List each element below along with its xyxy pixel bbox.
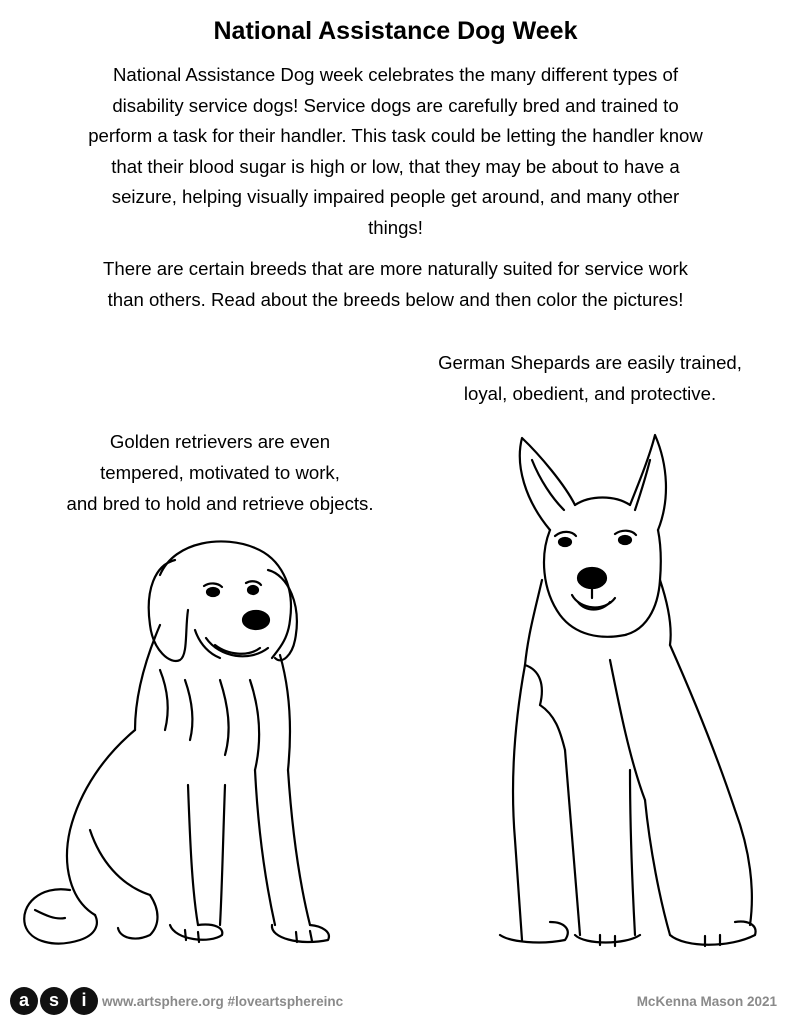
intro-line: National Assistance Dog week celebrates the many different types of <box>112 64 678 85</box>
german-shepherd-drawing <box>480 430 770 955</box>
intro-line: perform a task for their handler. This task could be letting the handler know <box>88 125 703 146</box>
caption-line: German Shepards are easily trained, <box>438 352 742 373</box>
intro-paragraph <box>10 60 781 243</box>
intro-line: things! <box>368 216 423 238</box>
footer-links[interactable]: www.artsphere.org #loveartsphereinc <box>102 994 344 1009</box>
german-shepherd-caption <box>395 347 785 409</box>
logo-letter: i <box>70 987 98 1015</box>
breeds-line: than others. Read about the breeds below and then color the pictures! <box>107 288 684 310</box>
breeds-line: There are certain breeds that are more naturally suited for service work <box>103 258 688 279</box>
intro-line: that their blood sugar is high or low, that they may be about to have a <box>111 155 680 177</box>
page-title: National Assistance Dog Week <box>213 17 578 45</box>
asi-logo <box>10 987 98 1017</box>
golden-retriever-drawing <box>10 530 340 960</box>
caption-line: loyal, obedient, and protective. <box>463 383 717 404</box>
logo-letter: s <box>40 987 68 1015</box>
caption-line: tempered, motivated to work, <box>100 462 340 483</box>
intro-line: seizure, helping visually impaired people get around, and many other <box>111 186 680 207</box>
caption-line: Golden retrievers are even <box>109 431 331 452</box>
footer-credit: McKenna Mason 2021 <box>636 994 777 1009</box>
caption-line: and bred to hold and retrieve objects. <box>66 493 374 514</box>
breeds-paragraph <box>10 254 781 315</box>
logo-letter: a <box>10 987 38 1015</box>
golden-retriever-caption <box>20 426 420 519</box>
intro-line: disability service dogs! Service dogs are carefully bred and trained to <box>112 94 679 116</box>
